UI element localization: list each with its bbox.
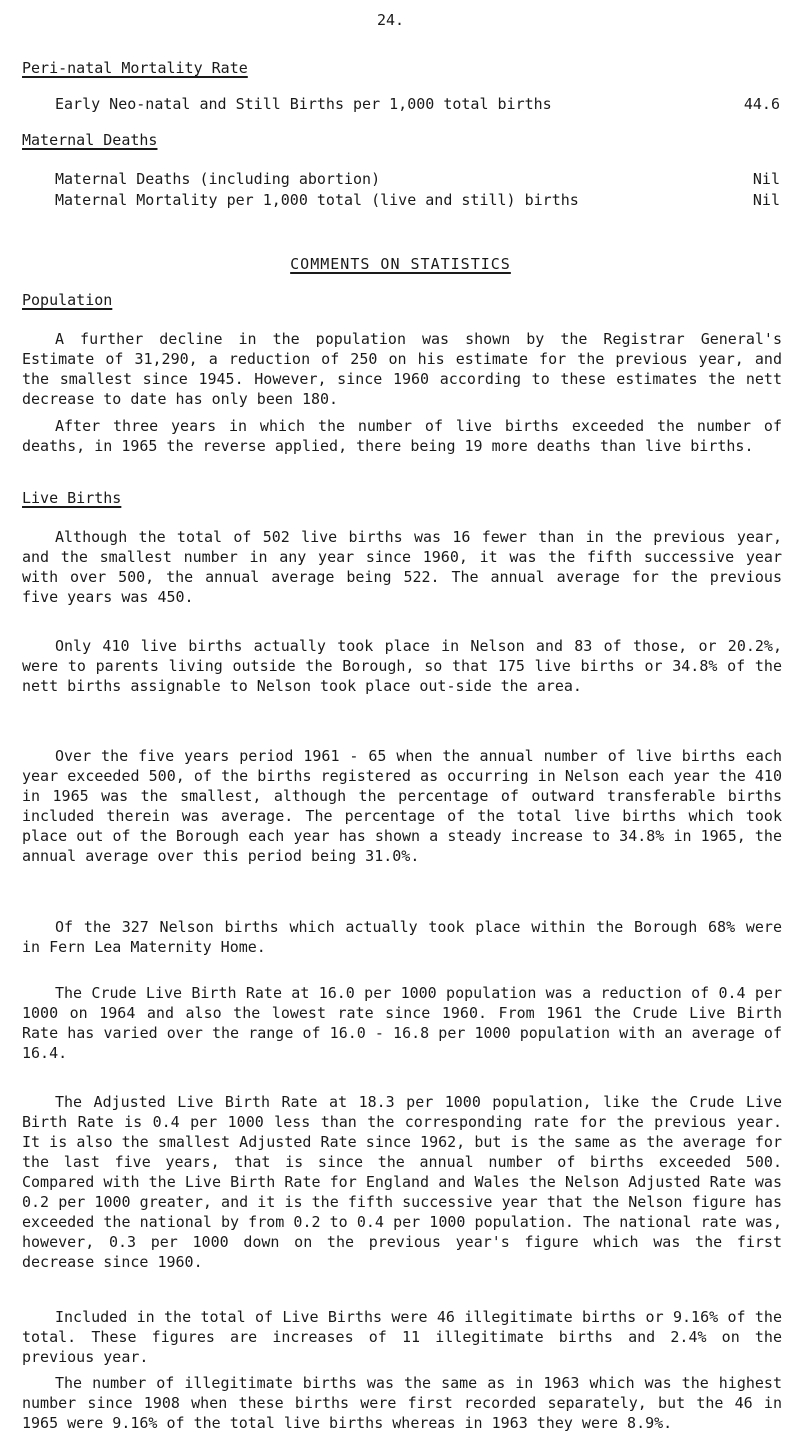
paragraph: After three years in which the number of live births exceeded the number of deaths, in 1965 the reverse applied, there being 19 more deaths than live births. [22, 417, 782, 455]
maternal-row-label: Maternal Deaths (including abortion) [55, 170, 381, 188]
maternal-row [55, 190, 780, 210]
perinatal-label: Early Neo-natal and Still Births per 1,000 total births [55, 95, 552, 113]
paragraph: The Adjusted Live Birth Rate at 18.3 per 1000 population, like the Crude Live Birth Rate is 0.4 per 1000 less than the corresponding rate for the previous year. It is also the smallest Adjusted Rate since 1962, but is the same as the average for the last five years, that is since the annual number of births exceeded 500. Compared with the Live Birth Rate for England and Wales the Nelson Adjusted Rate was 0.2 per 1000 greater, and it is the fifth successive year that the Nelson figure has exceeded the national by from 0.2 to 0.4 per 1000 population. The national rate was, however, 0.3 per 1000 down on the previous year's figure which was the first decrease since 1960. [22, 1093, 782, 1271]
paragraph: Only 410 live births actually took place in Nelson and 83 of those, or 20.2%, were to parents living outside the Borough, so that 175 live births or 34.8% of the nett births assignable to Nelson took place out-side the area. [22, 637, 782, 695]
paragraph: Included in the total of Live Births were 46 illegitimate births or 9.16% of the total. These figures are increases of 11 illegitimate births and 2.4% on the previous year. [22, 1308, 782, 1366]
perinatal-heading: Peri-natal Mortality Rate [22, 59, 248, 77]
live-births-heading: Live Births [22, 489, 122, 507]
maternal-heading: Maternal Deaths [22, 131, 158, 149]
page-number: 24. [377, 11, 405, 29]
maternal-row [55, 169, 780, 189]
population-heading: Population [22, 291, 113, 309]
maternal-row-value: Nil [752, 191, 780, 209]
paragraph: Over the five years period 1961 - 65 when the annual number of live births each year exceeded 500, of the births registered as occurring in Nelson each year the 410 in 1965 was the smallest, although the percentage of outward transferable births included therein was average. The percentage of the total live births which took place out of the Borough each year has shown a steady increase to 34.8% in 1965, the annual average over this period being 31.0%. [22, 747, 782, 865]
paragraph: A further decline in the population was shown by the Registrar General's Estimate of 31,290, a reduction of 250 on his estimate for the previous year, and the smallest since 1945. However, since 1960 according to these estimates the nett decrease to date has only been 180. [22, 330, 782, 408]
paragraph: Although the total of 502 live births was 16 fewer than in the previous year, and the smallest number in any year since 1960, it was the fifth successive year with over 500, the annual average being 522. The annual average for the previous five years was 450. [22, 528, 782, 606]
perinatal-value: 44.6 [743, 95, 780, 113]
maternal-row-value: Nil [752, 170, 780, 188]
comments-title: COMMENTS ON STATISTICS [290, 255, 511, 273]
paragraph: The Crude Live Birth Rate at 16.0 per 1000 population was a reduction of 0.4 per 1000 on 1964 and also the lowest rate since 1960. From 1961 the Crude Live Birth Rate has varied over the range of 16.0 - 16.8 per 1000 population with an average of 16.4. [22, 984, 782, 1062]
paragraph: Of the 327 Nelson births which actually took place within the Borough 68% were in Fern Lea Maternity Home. [22, 918, 782, 956]
paragraph: The number of illegitimate births was the same as in 1963 which was the highest number since 1908 when these births were first recorded separately, but the 46 in 1965 were 9.16% of the total live births whereas in 1963 they were 8.9%. [22, 1374, 782, 1432]
perinatal-row [55, 94, 780, 114]
maternal-row-label: Maternal Mortality per 1,000 total (live and still) births [55, 191, 579, 209]
